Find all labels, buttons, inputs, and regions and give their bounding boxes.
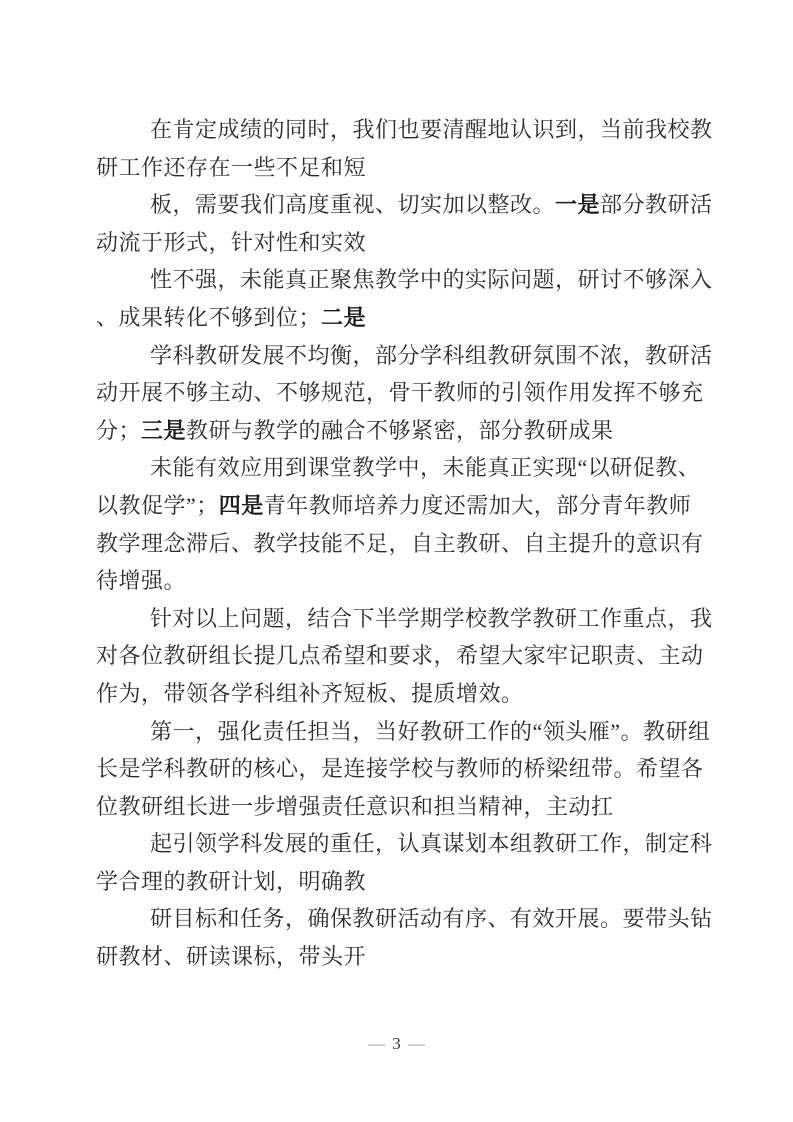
body-text: 动流于形式，针对性和实效 <box>96 229 367 255</box>
body-text: 板，需要我们高度重视、切实加以整改。 <box>150 192 556 218</box>
body-text: 学合理的教研计划，明确教 <box>96 868 367 894</box>
text-line <box>96 863 706 901</box>
text-line <box>96 111 713 149</box>
text-line <box>96 788 706 826</box>
page-number: 3 <box>392 1034 401 1053</box>
body-text: 、成果转化不够到位； <box>96 304 322 330</box>
body-text: 针对以上问题，结合下半学期学校教学教研工作重点，我 <box>150 605 713 631</box>
text-line <box>96 261 713 299</box>
body-text: 位教研组长进一步增强责任意识和担当精神，主动扛 <box>96 793 614 819</box>
page-footer <box>0 1032 793 1056</box>
body-text: 青年教师培养力度还需加大，部分青年教师 <box>263 492 692 518</box>
body-text: 对各位教研组长提几点希望和要求，希望大家牢记职责、主动 <box>96 643 704 669</box>
body-text: 动开展不够主动、不够规范，骨干教师的引领作用发挥不够充 <box>96 380 704 406</box>
text-line <box>96 562 706 600</box>
footer-dash-left: — <box>368 1034 386 1053</box>
body-text: 教研与教学的融合不够紧密，部分教研成果 <box>186 417 614 443</box>
text-line <box>96 449 706 487</box>
text-line <box>96 186 713 224</box>
body-text: 研教材、研读课标，带头开 <box>96 944 367 970</box>
text-line <box>96 900 713 938</box>
body-text: 研目标和任务，确保教研活动有序、有效开展。要带头钻 <box>150 906 713 932</box>
body-text: 学科教研发展不均衡，部分学科组教研氛围不浓，教研活 <box>150 342 713 368</box>
text-line <box>96 487 706 525</box>
emphasis-text: 二是 <box>321 304 367 330</box>
text-line <box>96 374 706 412</box>
document-body <box>96 111 713 976</box>
body-text: 在肯定成绩的同时，我们也要清醒地认识到，当前我校教 <box>150 117 713 142</box>
text-line <box>96 938 706 976</box>
body-text: 分； <box>96 417 142 443</box>
text-line <box>96 337 713 375</box>
emphasis-text: 四是 <box>218 492 264 518</box>
body-text: 以教促学”； <box>96 492 219 518</box>
text-line <box>96 600 713 638</box>
text-line <box>96 675 706 713</box>
body-text: 未能有效应用到课堂教学中，未能真正实现“以研促教、 <box>150 455 701 481</box>
text-line <box>96 750 706 788</box>
text-line <box>96 299 706 337</box>
text-line <box>96 149 706 187</box>
body-text: 待增强。 <box>96 568 187 594</box>
emphasis-text: 三是 <box>141 417 187 443</box>
body-text: 性不强，未能真正聚焦教学中的实际问题，研讨不够深入 <box>150 267 713 293</box>
body-text: 起引领学科发展的重任，认真谋划本组教研工作，制定科 <box>150 831 713 857</box>
body-text: 研工作还存在一些不足和短 <box>96 154 367 180</box>
emphasis-text: 一是 <box>555 192 601 218</box>
text-line <box>96 412 706 450</box>
body-text: 长是学科教研的核心，是连接学校与教师的桥梁纽带。希望各 <box>96 756 704 782</box>
body-text: 作为，带领各学科组补齐短板、提质增效。 <box>96 680 524 706</box>
text-line <box>96 224 706 262</box>
text-line <box>96 713 711 751</box>
body-text: 部分教研活 <box>600 192 713 218</box>
text-line <box>96 525 706 563</box>
body-text: 教学理念滞后、教学技能不足，自主教研、自主提升的意识有 <box>96 530 704 556</box>
text-line <box>96 825 713 863</box>
text-line <box>96 637 706 675</box>
body-text: 第一，强化责任担当，当好教研工作的“领头雁”。教研组 <box>150 718 711 744</box>
footer-dash-right: — <box>407 1034 425 1053</box>
